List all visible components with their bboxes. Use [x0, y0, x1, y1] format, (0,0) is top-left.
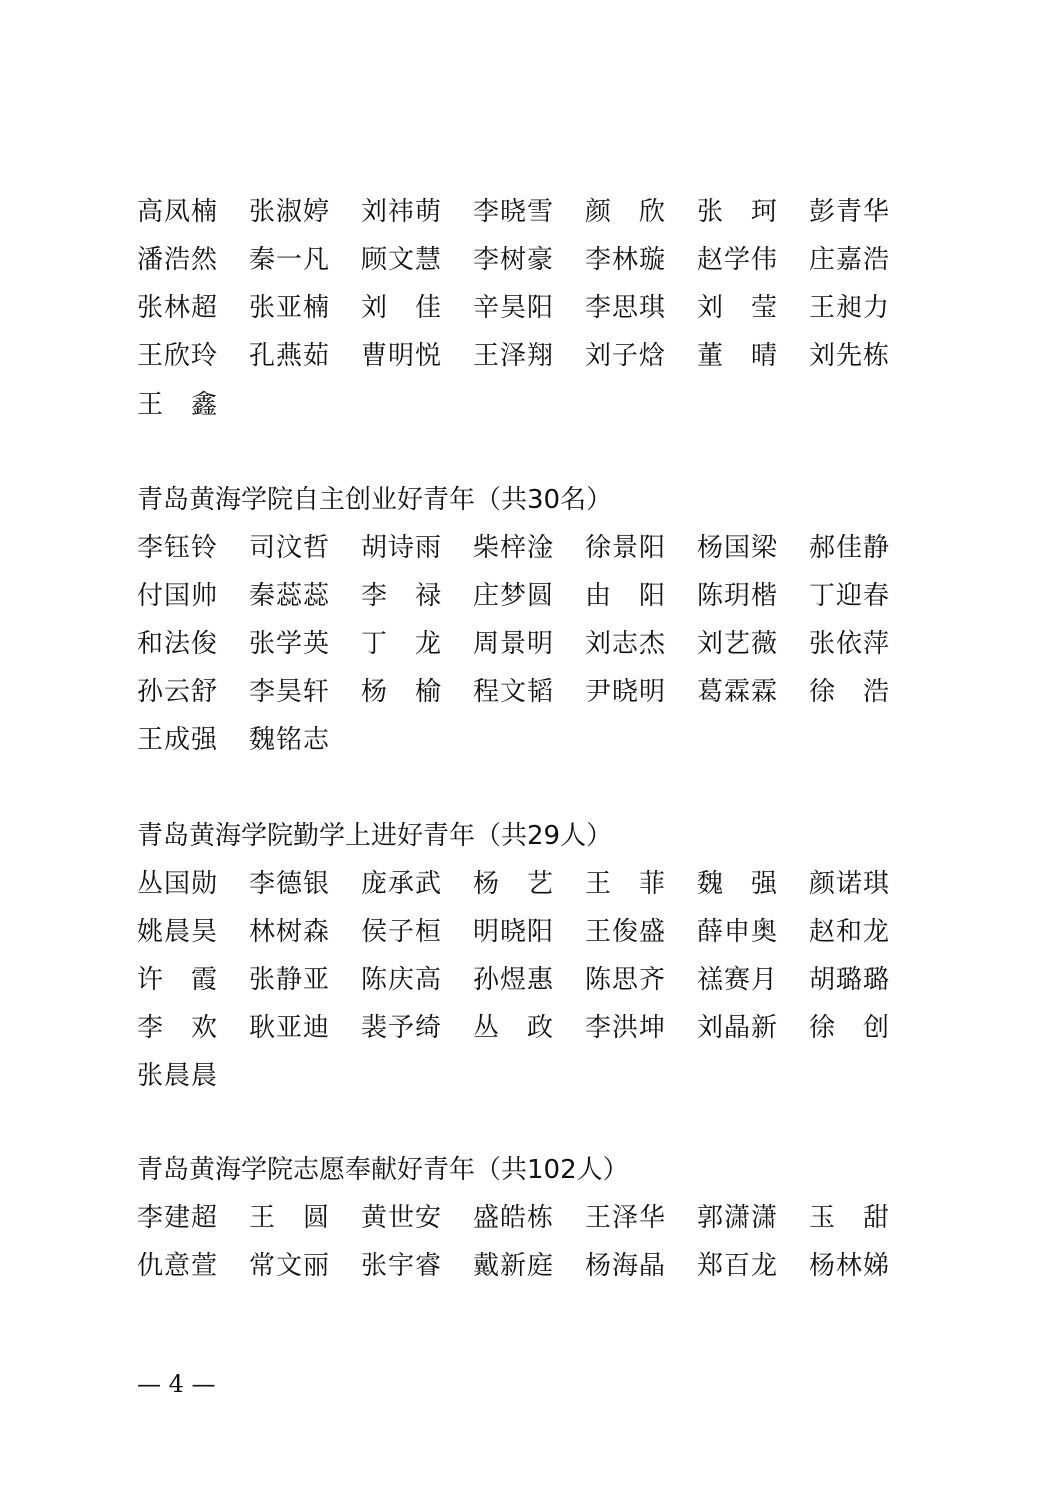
person-name: 赵学伟	[697, 245, 779, 275]
person-name: 董 晴	[697, 341, 779, 371]
person-name: 张 珂	[697, 197, 779, 227]
person-name: 张静亚	[249, 965, 331, 995]
person-name: 张晨晨	[137, 1061, 219, 1091]
name-row	[137, 672, 937, 712]
name-row	[137, 912, 937, 952]
person-name: 李 欢	[137, 1013, 219, 1043]
person-name: 刘先栋	[809, 341, 891, 371]
person-name: 由 阳	[585, 581, 667, 611]
person-name: 葛霖霖	[697, 677, 779, 707]
person-name: 张亚楠	[249, 293, 331, 323]
person-name: 张林超	[137, 293, 219, 323]
person-name: 尹晓明	[585, 677, 667, 707]
person-name: 杨 艺	[473, 869, 555, 899]
person-name: 杨 榆	[361, 677, 443, 707]
person-name: 黄世安	[361, 1203, 443, 1233]
person-name: 禚赛月	[697, 965, 779, 995]
person-name: 玉 甜	[809, 1203, 891, 1233]
person-name: 杨林娣	[809, 1251, 891, 1281]
person-name: 王俊盛	[585, 917, 667, 947]
person-name: 潘浩然	[137, 245, 219, 275]
person-name: 王 菲	[585, 869, 667, 899]
person-name: 柴梓淦	[473, 533, 555, 563]
person-name: 李晓雪	[473, 197, 555, 227]
person-name: 丛 政	[473, 1013, 555, 1043]
person-name: 颜 欣	[585, 197, 667, 227]
person-name: 许 霞	[137, 965, 219, 995]
person-name: 王 圆	[249, 1203, 331, 1233]
person-name: 和法俊	[137, 629, 219, 659]
person-name: 秦蕊蕊	[249, 581, 331, 611]
person-name: 彭青华	[809, 197, 891, 227]
person-name: 徐 浩	[809, 677, 891, 707]
name-row	[137, 192, 937, 232]
person-name: 庄梦圆	[473, 581, 555, 611]
person-name: 孙煜惠	[473, 965, 555, 995]
person-name: 刘 佳	[361, 293, 443, 323]
person-name: 丛国勋	[137, 869, 219, 899]
person-name: 孔燕茹	[249, 341, 331, 371]
person-name: 张学英	[249, 629, 331, 659]
person-name: 刘 莹	[697, 293, 779, 323]
person-name: 赵和龙	[809, 917, 891, 947]
person-name: 戴新庭	[473, 1251, 555, 1281]
person-name: 周景明	[473, 629, 555, 659]
person-name: 张淑婷	[249, 197, 331, 227]
person-name: 王泽华	[585, 1203, 667, 1233]
section-heading: 青岛黄海学院自主创业好青年（共30名）	[137, 485, 613, 515]
person-name: 陈庆高	[361, 965, 443, 995]
person-name: 王欣玲	[137, 341, 219, 371]
person-name: 徐 创	[809, 1013, 891, 1043]
section-heading: 青岛黄海学院勤学上进好青年（共29人）	[137, 821, 613, 851]
person-name: 丁 龙	[361, 629, 443, 659]
person-name: 姚晨昊	[137, 917, 219, 947]
person-name: 王成强	[137, 725, 219, 755]
person-name: 王 鑫	[137, 390, 219, 420]
person-name: 程文韬	[473, 677, 555, 707]
person-name: 李钰铃	[137, 533, 219, 563]
person-name: 刘艺薇	[697, 629, 779, 659]
person-name: 陈玥楷	[697, 581, 779, 611]
person-name: 庄嘉浩	[809, 245, 891, 275]
person-name: 李德银	[249, 869, 331, 899]
name-row	[137, 624, 937, 664]
person-name: 耿亚迪	[249, 1013, 331, 1043]
person-name: 杨海晶	[585, 1251, 667, 1281]
name-row	[137, 336, 937, 376]
person-name: 张宇睿	[361, 1251, 443, 1281]
person-name: 常文丽	[249, 1251, 331, 1281]
name-row	[137, 288, 937, 328]
person-name: 仇意萱	[137, 1251, 219, 1281]
person-name: 魏 强	[697, 869, 779, 899]
person-name: 李昊轩	[249, 677, 331, 707]
name-row	[137, 385, 937, 425]
person-name: 王泽翔	[473, 341, 555, 371]
person-name: 张依萍	[809, 629, 891, 659]
person-name: 薛申奥	[697, 917, 779, 947]
person-name: 司汶哲	[249, 533, 331, 563]
name-row	[137, 576, 937, 616]
person-name: 丁迎春	[809, 581, 891, 611]
name-row	[137, 1056, 937, 1096]
person-name: 顾文慧	[361, 245, 443, 275]
person-name: 颜诺琪	[809, 869, 891, 899]
person-name: 刘子焓	[585, 341, 667, 371]
person-name: 盛皓栋	[473, 1203, 555, 1233]
name-row	[137, 1246, 937, 1286]
person-name: 林树森	[249, 917, 331, 947]
name-row	[137, 240, 937, 280]
person-name: 孙云舒	[137, 677, 219, 707]
person-name: 刘晶新	[697, 1013, 779, 1043]
person-name: 魏铭志	[249, 725, 331, 755]
person-name: 李思琪	[585, 293, 667, 323]
person-name: 刘祎萌	[361, 197, 443, 227]
person-name: 郭潇潇	[697, 1203, 779, 1233]
name-row	[137, 864, 937, 904]
person-name: 李 禄	[361, 581, 443, 611]
name-row	[137, 528, 937, 568]
person-name: 郑百龙	[697, 1251, 779, 1281]
person-name: 付国帅	[137, 581, 219, 611]
person-name: 李树豪	[473, 245, 555, 275]
person-name: 辛昊阳	[473, 293, 555, 323]
name-row	[137, 960, 937, 1000]
name-row	[137, 1198, 937, 1238]
person-name: 裴予绮	[361, 1013, 443, 1043]
person-name: 刘志杰	[585, 629, 667, 659]
person-name: 明晓阳	[473, 917, 555, 947]
person-name: 李洪坤	[585, 1013, 667, 1043]
person-name: 郝佳静	[809, 533, 891, 563]
page-number: — 4 —	[137, 1370, 216, 1398]
person-name: 胡璐璐	[809, 965, 891, 995]
person-name: 曹明悦	[361, 341, 443, 371]
person-name: 秦一凡	[249, 245, 331, 275]
person-name: 王昶力	[809, 293, 891, 323]
person-name: 杨国梁	[697, 533, 779, 563]
person-name: 侯子桓	[361, 917, 443, 947]
name-row	[137, 1008, 937, 1048]
person-name: 胡诗雨	[361, 533, 443, 563]
person-name: 高凤楠	[137, 197, 219, 227]
person-name: 李建超	[137, 1203, 219, 1233]
person-name: 徐景阳	[585, 533, 667, 563]
person-name: 李林璇	[585, 245, 667, 275]
section-heading: 青岛黄海学院志愿奉献好青年（共102人）	[137, 1155, 629, 1185]
name-row	[137, 720, 937, 760]
person-name: 庞承武	[361, 869, 443, 899]
person-name: 陈思齐	[585, 965, 667, 995]
